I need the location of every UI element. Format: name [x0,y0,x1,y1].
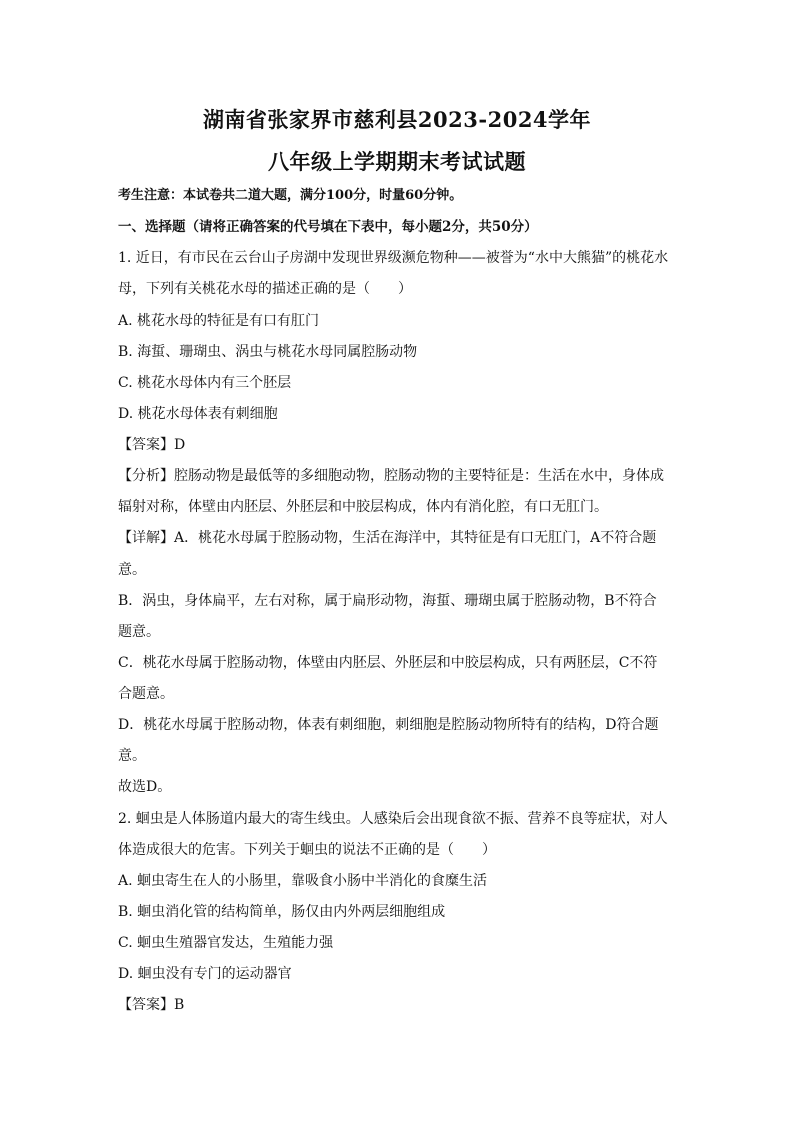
q2-option-a: A. 蛔虫寄生在人的小肠里，靠吸食小肠中半消化的食糜生活 [118,873,488,889]
q1-detail-d-line-2: 意。 [118,748,146,764]
q2-stem-line-2: 体造成很大的危害。下列关于蛔虫的说法不正确的是（ ） [118,842,496,858]
exam-title-line-2: 八年级上学期期末考试试题 [268,149,526,174]
q1-analysis-line-1: 【分析】腔肠动物是最低等的多细胞动物，腔肠动物的主要特征是：生活在水中，身体成 [118,468,664,484]
q1-option-c: C. 桃花水母体内有三个胚层 [118,375,292,391]
section-heading: 一、选择题（请将正确答案的代号填在下表中，每小题2分，共50分） [118,219,538,235]
q2-option-c: C. 蛔虫生殖器官发达，生殖能力强 [118,935,334,951]
q1-analysis-line-2: 辐射对称，体壁由内胚层、外胚层和中胶层构成，体内有消化腔，有口无肛门。 [118,499,608,515]
q1-stem-line-1: 1. 近日，有市民在云台山子房湖中发现世界级濒危物种——被誉为“水中大熊猫”的桃花水 [118,250,669,266]
exam-notice: 考生注意：本试卷共二道大题，满分100分，时量60分钟。 [118,188,463,203]
q2-answer: 【答案】B [118,997,185,1013]
q1-detail-b-line-2: 题意。 [118,624,160,640]
q2-stem-line-1: 2. 蛔虫是人体肠道内最大的寄生线虫。人感染后会出现食欲不振、营养不良等症状，对人 [118,811,668,827]
q1-detail-c-line-1: C．桃花水母属于腔肠动物，体壁由内胚层、外胚层和中胶层构成，只有两胚层，C不符 [118,655,658,671]
q1-answer: 【答案】D [118,437,186,453]
q1-option-d: D. 桃花水母体表有刺细胞 [118,406,278,422]
q1-stem-line-2: 母，下列有关桃花水母的描述正确的是（ ） [118,281,412,297]
q2-option-b: B. 蛔虫消化管的结构简单，肠仅由内外两层细胞组成 [118,904,446,920]
exam-title-line-1: 湖南省张家界市慈利县2023-2024学年 [202,107,592,132]
q2-option-d: D. 蛔虫没有专门的运动器官 [118,966,292,982]
q1-detail-a-line-1: 【详解】A．桃花水母属于腔肠动物，生活在海洋中，其特征是有口无肛门，A不符合题 [118,530,657,546]
q1-option-b: B. 海蜇、珊瑚虫、涡虫与桃花水母同属腔肠动物 [118,344,418,360]
q1-detail-c-line-2: 合题意。 [118,686,174,702]
q1-detail-a-line-2: 意。 [118,562,146,578]
q1-detail-b-line-1: B．涡虫，身体扁平，左右对称，属于扁形动物，海蜇、珊瑚虫属于腔肠动物，B不符合 [118,593,657,609]
q1-option-a: A. 桃花水母的特征是有口有肛门 [118,313,320,329]
q1-detail-d-line-1: D．桃花水母属于腔肠动物，体表有刺细胞，刺细胞是腔肠动物所特有的结构，D符合题 [118,717,659,733]
q1-conclusion: 故选D。 [118,779,172,795]
